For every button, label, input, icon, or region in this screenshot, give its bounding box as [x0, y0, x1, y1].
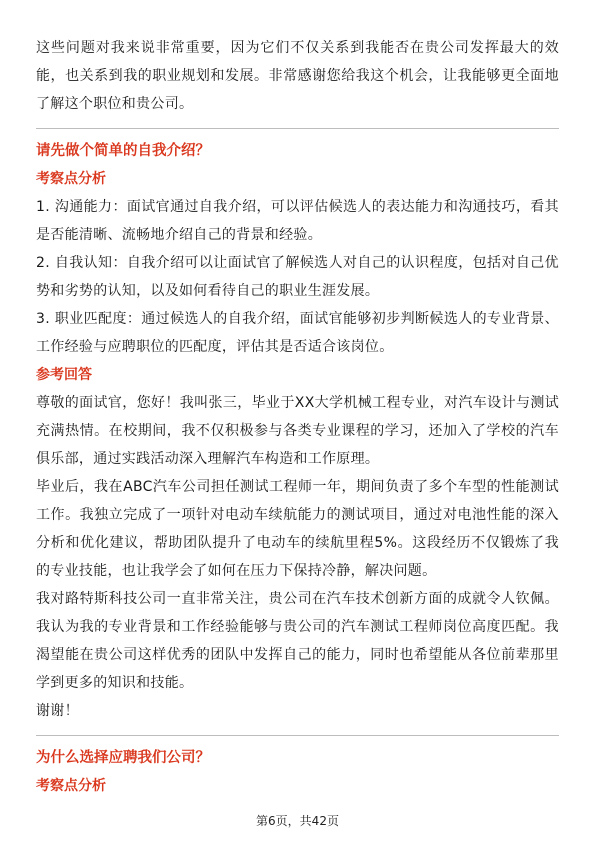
answer-heading: 参考回答: [36, 367, 92, 383]
page-content: [36, 34, 559, 800]
analysis-heading: 考察点分析: [36, 778, 106, 794]
section-divider: [36, 735, 559, 736]
page-number: 第6页，共42页: [256, 814, 339, 828]
question-title: 请先做个简单的自我介绍？: [36, 143, 210, 159]
analysis-point: 2. 自我认知：自我介绍可以让面试官了解候选人对自己的认识程度，包括对自己优势和劣势的认知，以及如何看待自己的职业生涯发展。: [36, 255, 559, 299]
question-title: 为什么选择应聘我们公司？: [36, 750, 210, 766]
answer-paragraph: 毕业后，我在ABC汽车公司担任测试工程师一年，期间负责了多个车型的性能测试工作。我独立完成了一项针对电动车续航能力的测试项目，通过对电池性能的深入分析和优化建议，帮助团队提升了电动车的续航里程5%。这段经历不仅锻炼了我的专业技能，也让我学会了如何在压力下保持冷静，解决问题。: [36, 479, 559, 579]
analysis-point: 1. 沟通能力：面试官通过自我介绍，可以评估候选人的表达能力和沟通技巧，看其是否能清晰、流畅地介绍自己的背景和经验。: [36, 199, 559, 243]
section-divider: [36, 128, 559, 129]
analysis-point: 3. 职业匹配度：通过候选人的自我介绍，面试官能够初步判断候选人的专业背景、工作经验与应聘职位的匹配度，评估其是否适合该岗位。: [36, 311, 559, 355]
answer-paragraph: 谢谢！: [36, 703, 79, 719]
answer-paragraph: 尊敬的面试官，您好！我叫张三，毕业于XX大学机械工程专业，对汽车设计与测试充满热情。在校期间，我不仅积极参与各类专业课程的学习，还加入了学校的汽车俱乐部，通过实践活动深入理解汽车构造和工作原理。: [36, 395, 559, 467]
intro-paragraph: 这些问题对我来说非常重要，因为它们不仅关系到我能否在贵公司发挥最大的效能，也关系到我的职业规划和发展。非常感谢您给我这个机会，让我能够更全面地了解这个职位和贵公司。: [36, 40, 559, 112]
answer-paragraph: 我对路特斯科技公司一直非常关注，贵公司在汽车技术创新方面的成就令人钦佩。我认为我的专业背景和工作经验能够与贵公司的汽车测试工程师岗位高度匹配。我渴望能在贵公司这样优秀的团队中发挥自己的能力，同时也希望能从各位前辈那里学到更多的知识和技能。: [36, 591, 559, 691]
analysis-heading: 考察点分析: [36, 171, 106, 187]
